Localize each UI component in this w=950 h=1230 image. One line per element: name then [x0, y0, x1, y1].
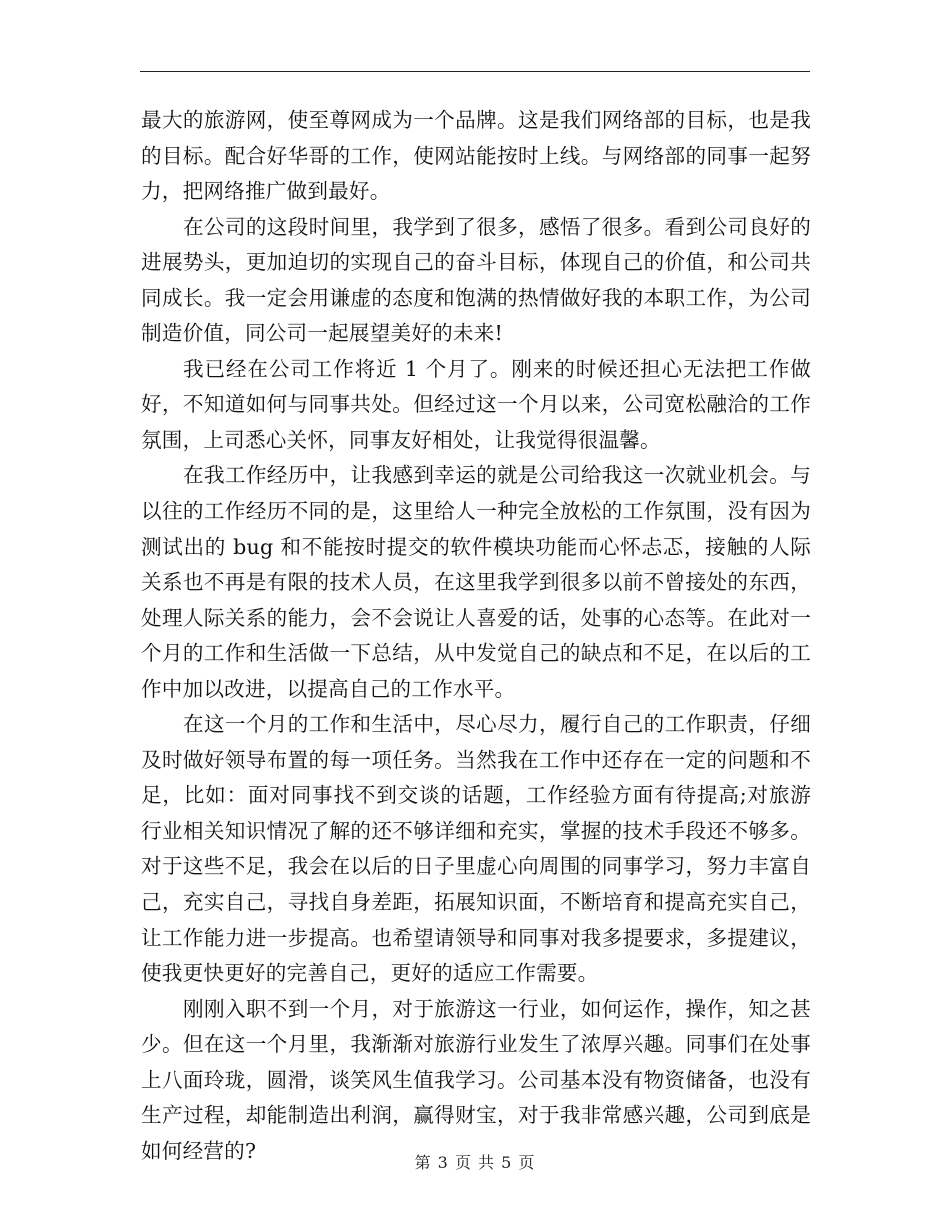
paragraph-6: 刚刚入职不到一个月，对于旅游这一行业，如何运作，操作，知之甚少。但在这一个月里，我渐渐对旅游行业发生了浓厚兴趣。同事们在处事上八面玲珑，圆滑，谈笑风生值我学习。公司基本没有物资储备，也没有生产过程，却能制造出利润，赢得财宝，对于我非常感兴趣，公司到底是如何经营的? [141, 996, 811, 1163]
page-footer: 第 3 页 共 5 页 [414, 1153, 536, 1172]
header-rule [140, 71, 810, 72]
body-text [141, 103, 811, 1169]
paragraph-3: 我已经在公司工作将近 1 个月了。刚来的时候还担心无法把工作做好，不知道如何与同事共处。但经过这一个月以来，公司宽松融洽的工作氛围，上司悉心关怀，同事友好相处，让我觉得很温馨。 [141, 356, 811, 452]
paragraph-1: 最大的旅游网，使至尊网成为一个品牌。这是我们网络部的目标，也是我的目标。配合好华哥的工作，使网站能按时上线。与网络部的同事一起努力，把网络推广做到最好。 [141, 108, 811, 204]
paragraph-5: 在这一个月的工作和生活中，尽心尽力，履行自己的工作职责，仔细及时做好领导布置的每一项任务。当然我在工作中还存在一定的问题和不足，比如：面对同事找不到交谈的话题，工作经验方面有待提高;对旅游行业相关知识情况了解的还不够详细和充实，掌握的技术手段还不够多。对于这些不足，我会在以后的日子里虚心向周围的同事学习，努力丰富自己，充实自己，寻找自身差距，拓展知识面，不断培育和提高充实自己，让工作能力进一步提高。也希望请领导和同事对我多提要求，多提建议，使我更快更好的完善自己，更好的适应工作需要。 [141, 712, 811, 986]
paragraph-4: 在我工作经历中，让我感到幸运的就是公司给我这一次就业机会。与以往的工作经历不同的是，这里给人一种完全放松的工作氛围，没有因为测试出的 bug 和不能按时提交的软件模块功能而心怀忐忑，接触的人际关系也不再是有限的技术人员，在这里我学到很多以前不曾接处的东西，处理人际关系的能力，会不会说让人喜爱的话，处事的心态等。在此对一个月的工作和生活做一下总结，从中发觉自己的缺点和不足，在以后的工作中加以改进，以提高自己的工作水平。 [141, 463, 811, 701]
paragraph-2: 在公司的这段时间里，我学到了很多，感悟了很多。看到公司良好的进展势头，更加迫切的实现自己的奋斗目标，体现自己的价值，和公司共同成长。我一定会用谦虚的态度和饱满的热情做好我的本职工作，为公司制造价值，同公司一起展望美好的未来! [141, 214, 811, 346]
